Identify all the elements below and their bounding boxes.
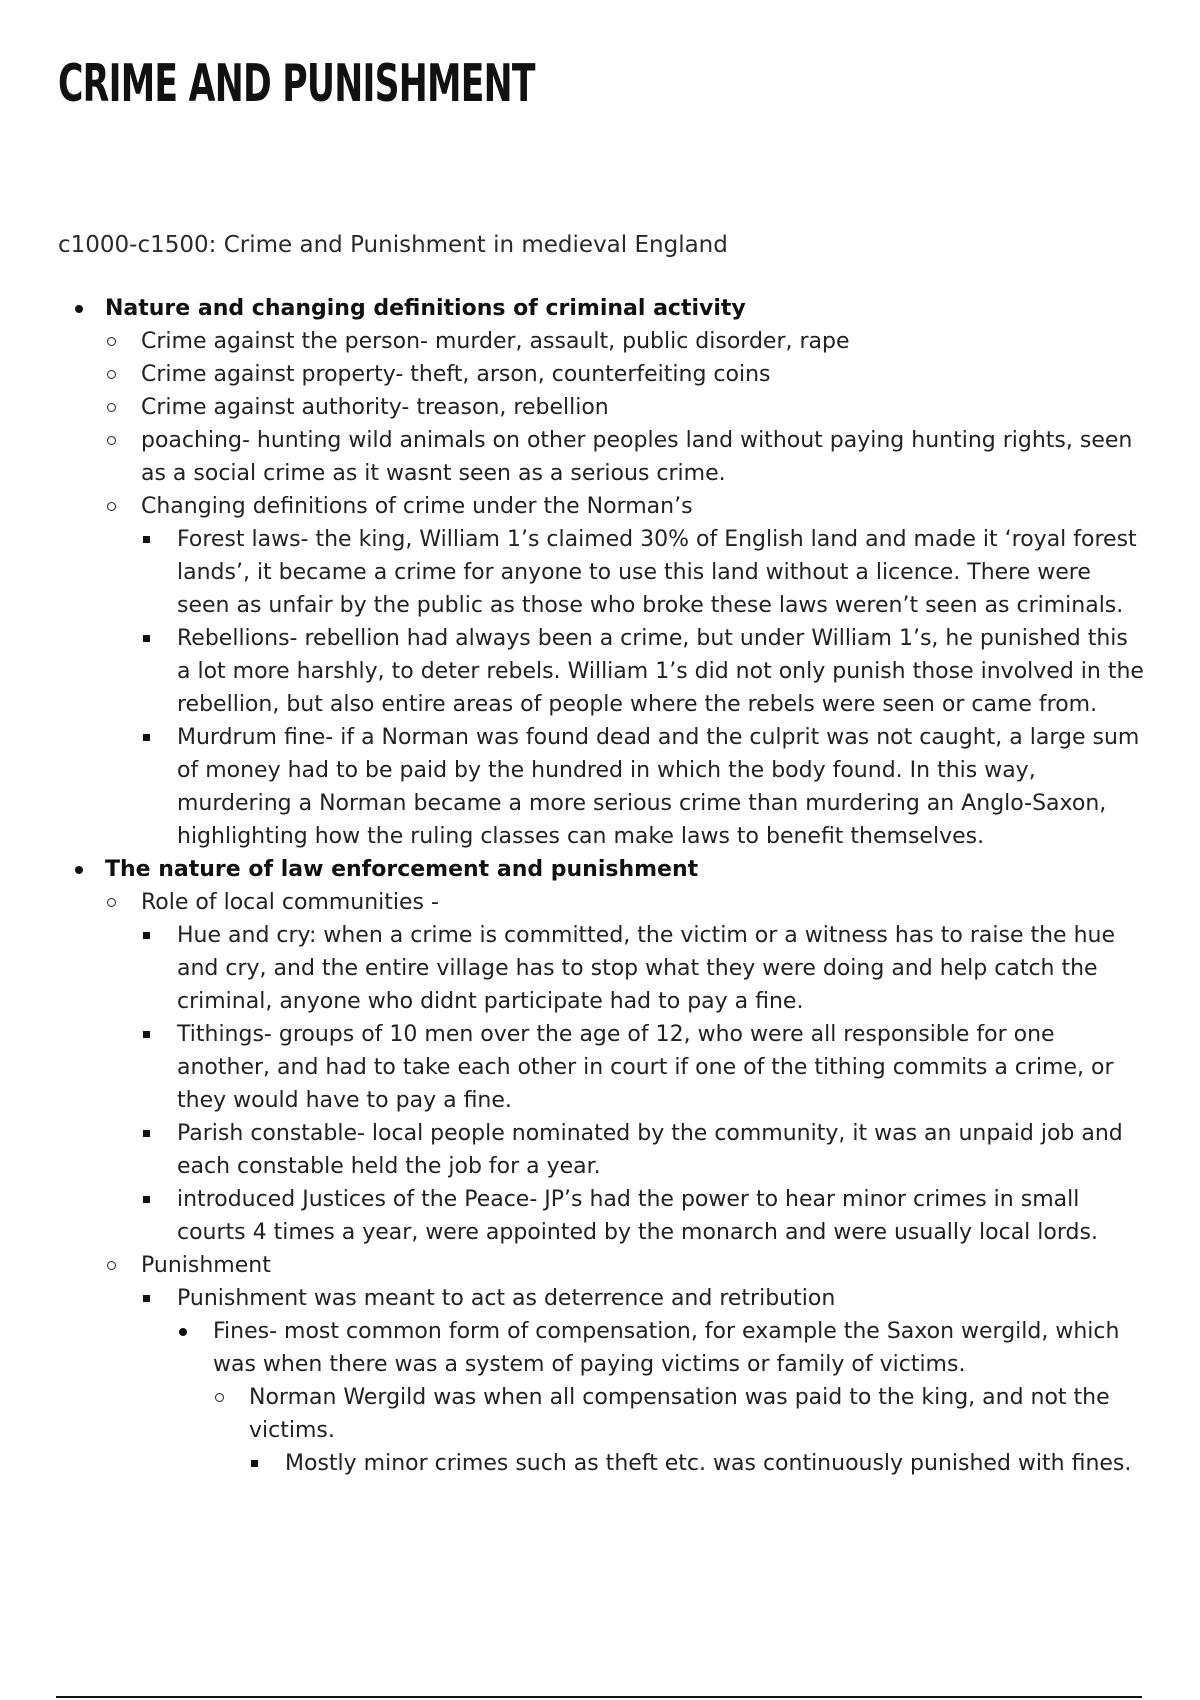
item-parish-constable: Parish constable- local people nominated by the community, it was an unpaid job and each constable held the job for a year. — [141, 1117, 1148, 1183]
local-communities-text: Role of local communities - — [141, 890, 439, 915]
item-justices-of-peace: introduced Justices of the Peace- JP’s had the power to hear minor crimes in small courts 4 times a year, were appointed by the monarch and were usually local lords. — [141, 1183, 1148, 1249]
page-divider — [56, 1696, 1142, 1698]
item-murdrum-fine: Murdrum fine- if a Norman was found dead and the culprit was not caught, a large sum of money had to be paid by the hundred in which the body found. In this way, murdering a Norman became a more serious crime than murdering an Anglo-Saxon, highlighting how the ruling classes can make laws to benefit themselves. — [141, 721, 1148, 853]
fines-text: Fines- most common form of compensation, for example the Saxon wergild, which was when there was a system of paying victims or family of victims. — [213, 1319, 1120, 1377]
item-tithings: Tithings- groups of 10 men over the age of 12, who were all responsible for one another, and had to take each other in court if one of the tithing commits a crime, or they would have to pay a fine. — [141, 1018, 1148, 1117]
bullet-nature — [58, 292, 1148, 853]
item-punishment-purpose — [141, 1282, 1148, 1480]
item-crime-authority: Crime against authority- treason, rebellion — [105, 391, 1148, 424]
bullet-enforcement — [58, 853, 1148, 1480]
page-title: CRIME AND PUNISHMENT — [58, 54, 535, 114]
heading-nature: Nature and changing definitions of criminal activity — [105, 296, 746, 321]
item-rebellions: Rebellions- rebellion had always been a crime, but under William 1’s, he punished this a lot more harshly, to deter rebels. William 1’s did not only punish those involved in the rebellion, but also entire areas of people where the rebels were seen or came from. — [141, 622, 1148, 721]
item-punishment — [105, 1249, 1148, 1480]
item-fines — [177, 1315, 1148, 1480]
item-hue-and-cry: Hue and cry: when a crime is committed, the victim or a witness has to raise the hue and cry, and the entire village has to stop what they were doing and help catch the criminal, anyone who didnt participate had to pay a fine. — [141, 919, 1148, 1018]
item-forest-laws: Forest laws- the king, William 1’s claimed 30% of English land and made it ‘royal forest lands’, it became a crime for anyone to use this land without a licence. There were seen as unfair by the public as those who broke these laws weren’t seen as criminals. — [141, 523, 1148, 622]
item-norman-wergild — [213, 1381, 1148, 1480]
item-minor-crimes: Mostly minor crimes such as theft etc. was continuously punished with fines. — [249, 1447, 1148, 1480]
norman-definitions-text: Changing definitions of crime under the Norman’s — [141, 494, 693, 519]
item-crime-property: Crime against property- theft, arson, counterfeiting coins — [105, 358, 1148, 391]
period-subtitle: c1000-c1500: Crime and Punishment in medieval England — [58, 232, 728, 258]
item-local-communities — [105, 886, 1148, 1249]
item-crime-person: Crime against the person- murder, assault, public disorder, rape — [105, 325, 1148, 358]
item-norman-definitions — [105, 490, 1148, 853]
norman-wergild-text: Norman Wergild was when all compensation was paid to the king, and not the victims. — [249, 1385, 1110, 1443]
punishment-purpose-text: Punishment was meant to act as deterrence and retribution — [177, 1286, 836, 1311]
item-poaching: poaching- hunting wild animals on other peoples land without paying hunting rights, seen as a social crime as it wasnt seen as a serious crime. — [105, 424, 1148, 490]
heading-enforcement: The nature of law enforcement and punishment — [105, 857, 699, 882]
notes-list — [58, 292, 1148, 1480]
punishment-text: Punishment — [141, 1253, 271, 1278]
